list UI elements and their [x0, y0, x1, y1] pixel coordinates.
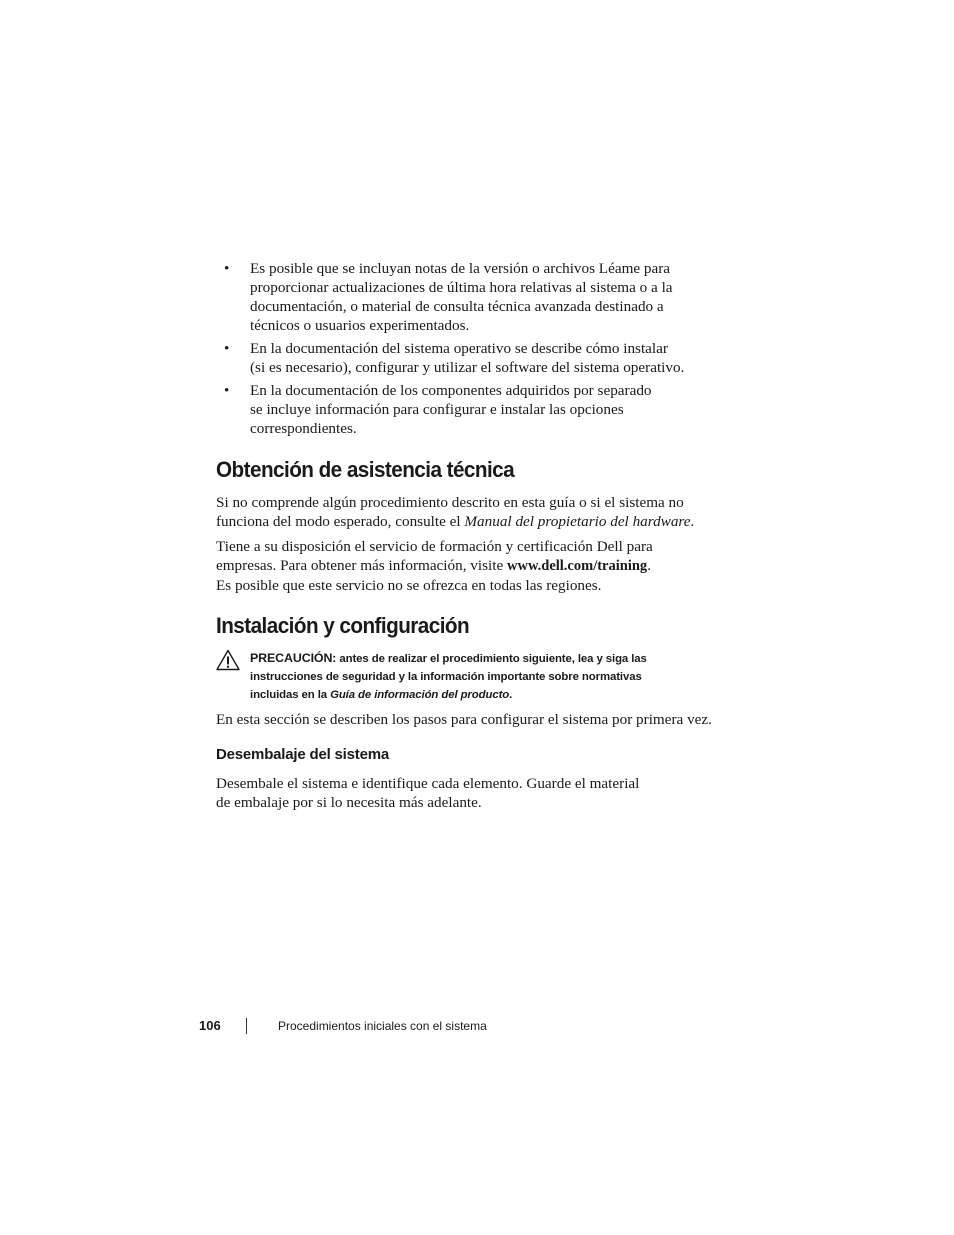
info-bullet-list	[216, 259, 736, 442]
bullet-text: En la documentación del sistema operativo se describe cómo instalar	[250, 340, 668, 357]
bullet-item	[216, 259, 736, 335]
text-line: empresas. Para obtener más información, visite	[216, 557, 508, 574]
bullet-text: (si es necesario), configurar y utilizar el software del sistema operativo.	[250, 359, 685, 376]
footer-divider	[246, 1018, 247, 1034]
manual-title: Manual del propietario del hardware	[464, 513, 691, 530]
bullet-text: Es posible que se incluyan notas de la versión o archivos Léame para	[250, 260, 671, 277]
bullet-text: se incluye información para configurar e instalar las opciones	[250, 401, 624, 418]
bullet-text: técnicos o usuarios experimentados.	[250, 317, 470, 334]
training-paragraph	[216, 537, 736, 595]
bullet-item	[216, 339, 736, 377]
footer-title: Procedimientos iniciales con el sistema	[278, 1019, 487, 1033]
bullet-marker: •	[224, 260, 230, 277]
text-line: Es posible que este servicio no se ofrezca en todas las regiones.	[216, 577, 602, 594]
guide-title: Guía de información del producto	[330, 689, 510, 701]
support-paragraph	[216, 493, 736, 531]
text-line: incluidas en la	[250, 689, 331, 701]
training-link[interactable]: www.dell.com/training	[507, 558, 648, 574]
bullet-text: documentación, o material de consulta técnica avanzada destinado a	[250, 298, 664, 315]
punctuation: .	[690, 513, 695, 530]
text-line: Tiene a su disposición el servicio de formación y certificación Dell para	[216, 538, 653, 555]
bullet-text: proporcionar actualizaciones de última hora relativas al sistema o a la	[250, 279, 673, 296]
text-line: funciona del modo esperado, consulte el	[216, 513, 465, 530]
text-line: Si no comprende algún procedimiento descrito en esta guía o si el sistema no	[216, 494, 684, 511]
bullet-text: En la documentación de los componentes adquiridos por separado	[250, 382, 652, 399]
unpack-paragraph	[216, 774, 736, 812]
bullet-item	[216, 381, 736, 438]
caution-notice	[216, 649, 716, 704]
section-heading-instalacion: Instalación y configuración	[216, 613, 470, 638]
bullet-text: correspondientes.	[250, 420, 357, 437]
warning-icon	[216, 649, 240, 671]
section-intro: En esta sección se describen los pasos para configurar el sistema por primera vez.	[216, 711, 712, 728]
bullet-marker: •	[224, 340, 230, 357]
text-line: instrucciones de seguridad y la información importante sobre normativas	[250, 671, 642, 683]
caution-label: PRECAUCIÓN:	[250, 651, 337, 665]
page-number: 106	[199, 1018, 221, 1033]
caution-text	[250, 649, 716, 704]
punctuation: .	[509, 689, 513, 701]
section-heading-asistencia: Obtención de asistencia técnica	[216, 457, 515, 482]
text-line: Desembale el sistema e identifique cada elemento. Guarde el material	[216, 775, 640, 792]
subsection-heading: Desembalaje del sistema	[216, 746, 389, 763]
bullet-marker: •	[224, 382, 230, 399]
text-line: de embalaje por si lo necesita más adelante.	[216, 794, 482, 811]
text-line: antes de realizar el procedimiento siguiente, lea y siga las	[336, 653, 647, 665]
punctuation: .	[647, 557, 651, 574]
